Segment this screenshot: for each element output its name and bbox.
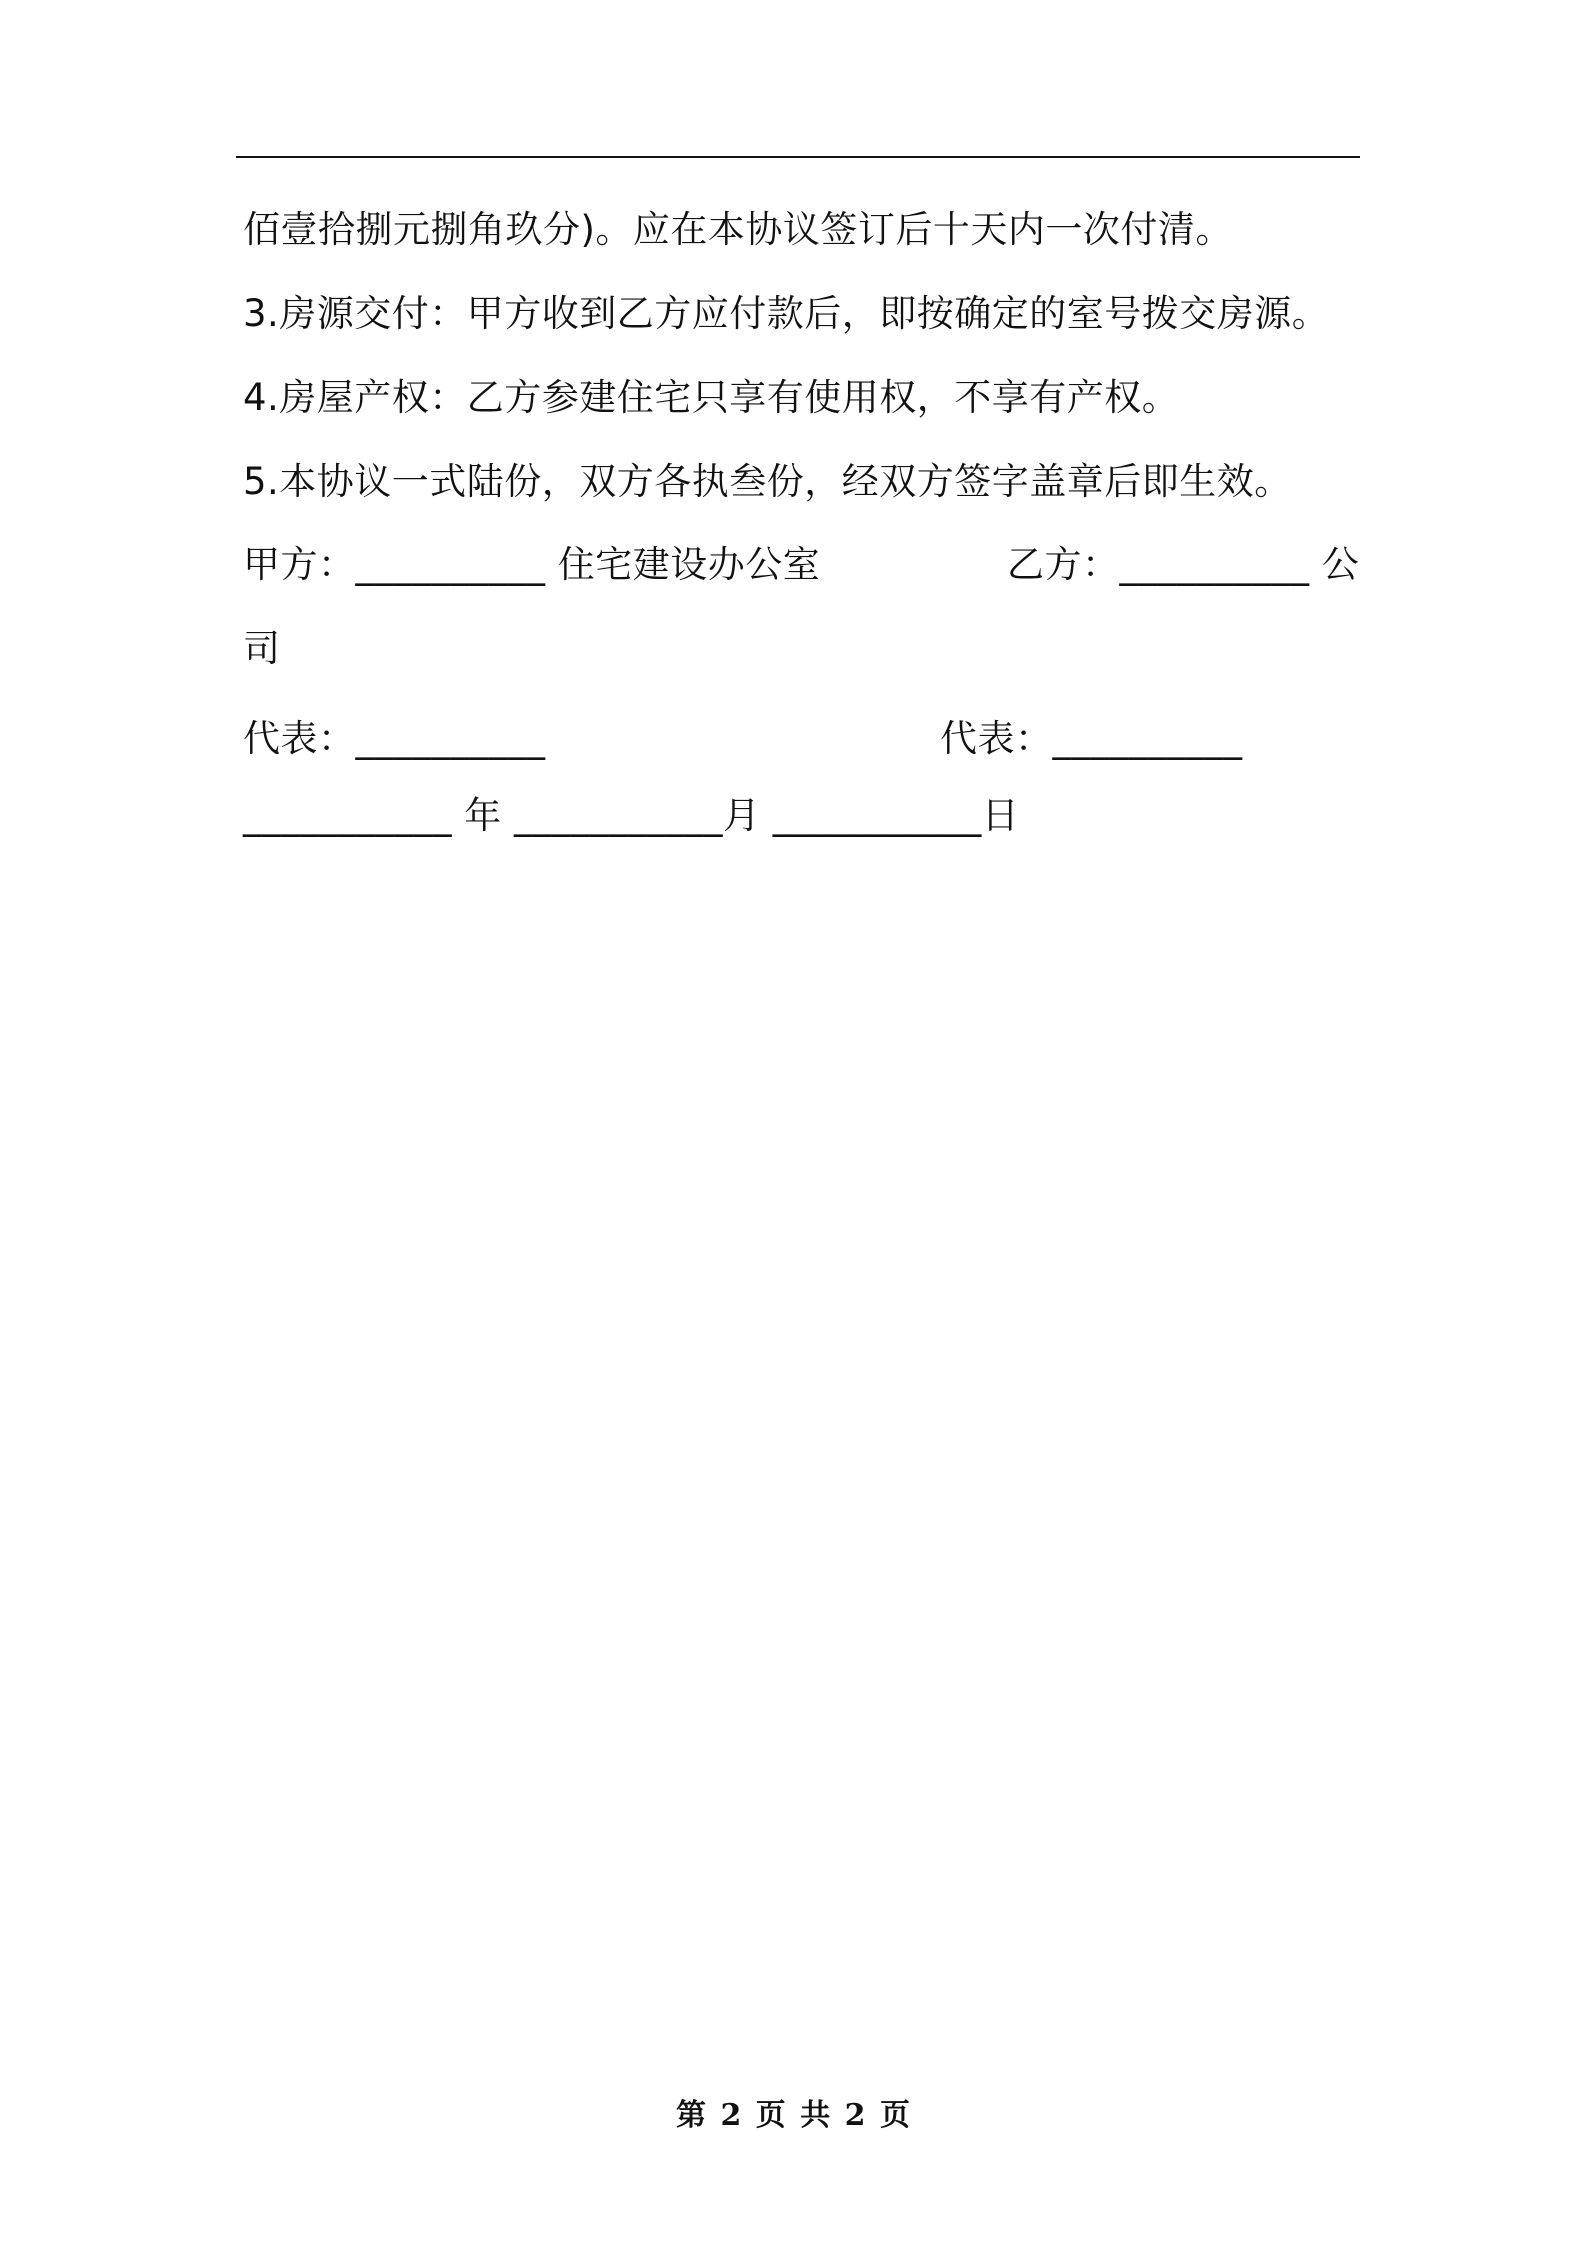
party-b-signature: 乙方：__________ 公 (1007, 543, 1360, 586)
signing-date: ___________ 年 ___________月 ___________日 (243, 794, 1020, 837)
header-rule (236, 156, 1360, 158)
party-a-representative: 代表：__________ (243, 717, 546, 760)
party-b-signature-wrap: 司 (243, 627, 281, 670)
clause-4-ownership: 4.房屋产权：乙方参建住宅只享有使用权，不享有产权。 (243, 376, 1180, 419)
clause-3-handover: 3.房源交付：甲方收到乙方应付款后，即按确定的室号拨交房源。 (243, 292, 1330, 335)
clause-5-copies: 5.本协议一式陆份，双方各执叁份，经双方签字盖章后即生效。 (243, 460, 1292, 503)
party-b-representative: 代表：__________ (940, 717, 1243, 760)
party-a-signature: 甲方：__________ 住宅建设办公室 (243, 543, 821, 586)
clause-2-continuation: 佰壹拾捌元捌角玖分)。应在本协议签订后十天内一次付清。 (243, 208, 1233, 251)
page-number-footer: 第 2 页 共 2 页 (676, 2098, 910, 2133)
